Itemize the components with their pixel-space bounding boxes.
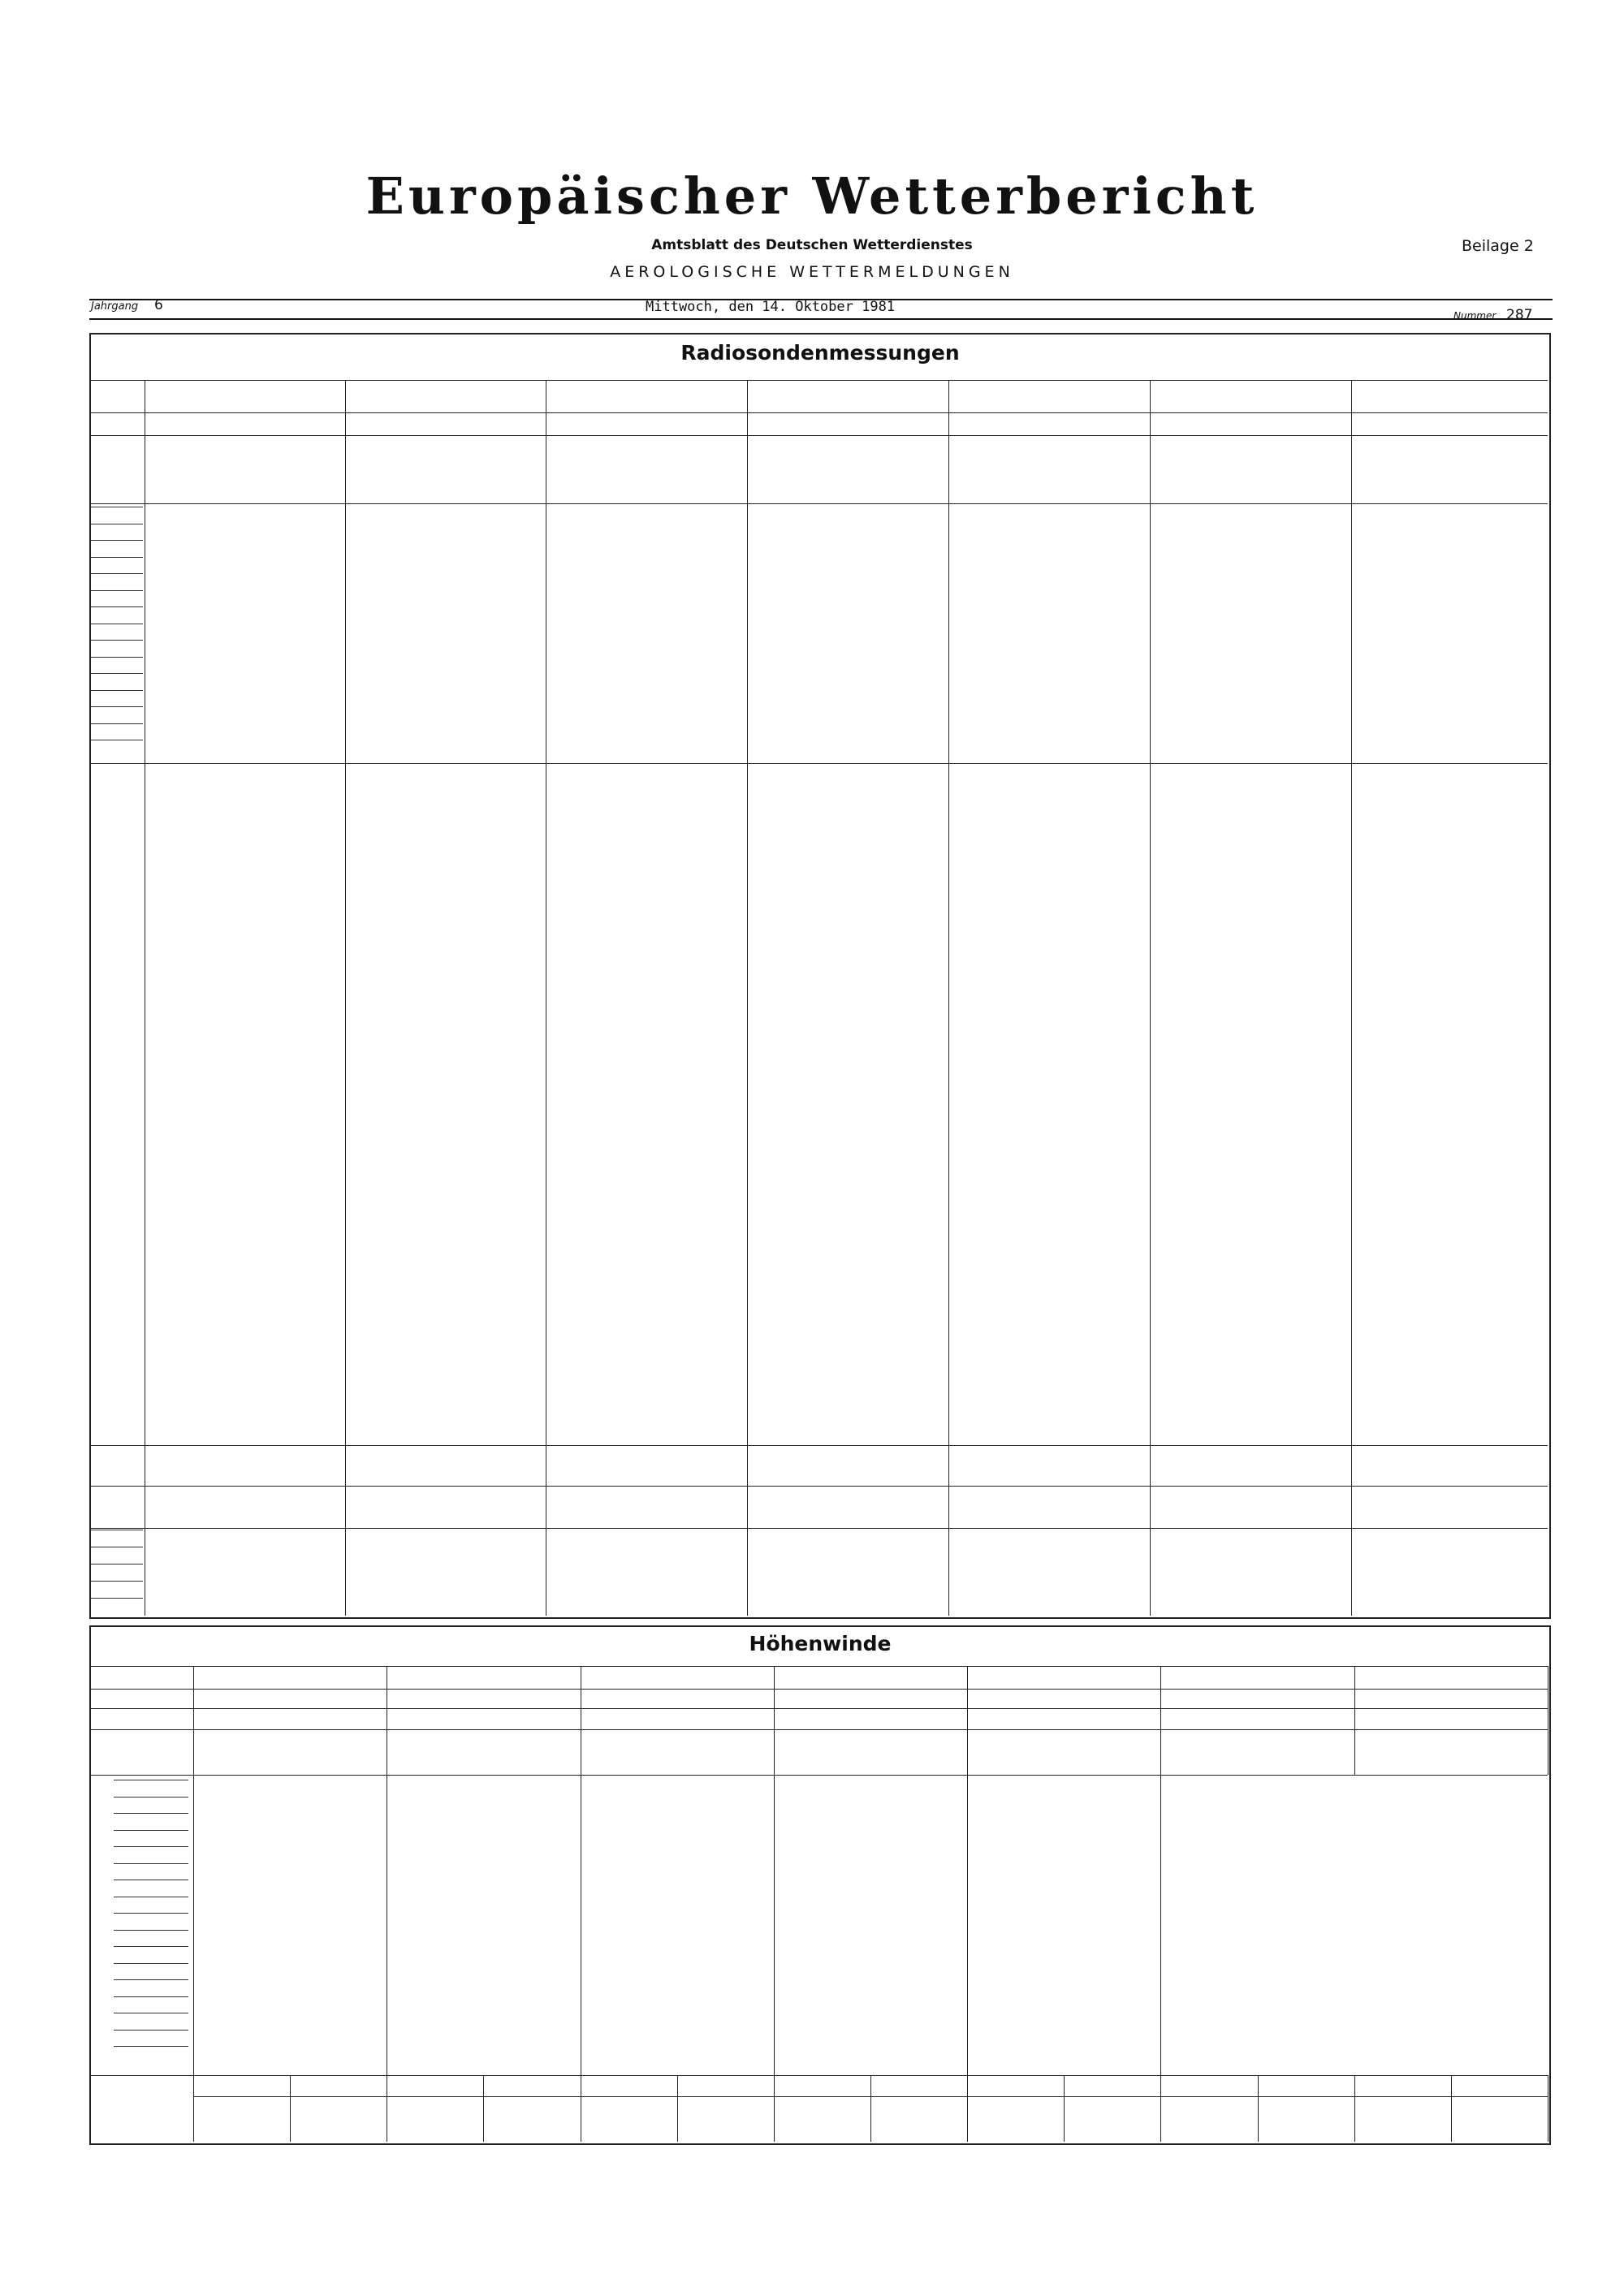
hoehenwinde-title: Höhenwinde — [749, 1632, 892, 1655]
pressure-level-label — [91, 690, 143, 691]
row-divider — [89, 1528, 1548, 1529]
pressure-level-label — [91, 706, 143, 707]
column-divider — [193, 2075, 194, 2142]
jahrgang-label: Jahrgang — [91, 300, 139, 313]
pressure-level-label — [91, 640, 143, 641]
column-divider — [1451, 2075, 1452, 2142]
height-level-label — [114, 2030, 188, 2031]
height-level-label — [114, 1863, 188, 1864]
pressure-level-label — [91, 606, 143, 607]
nummer-label: Nummer — [1453, 310, 1497, 322]
row-divider — [193, 2096, 1548, 2097]
row-divider — [89, 763, 1548, 764]
pressure-level-label — [91, 673, 143, 674]
column-divider — [747, 380, 748, 1616]
column-divider — [193, 1666, 194, 1775]
pressure-level-label — [91, 590, 143, 591]
height-level-label — [114, 1797, 188, 1798]
height-level-label — [114, 1930, 188, 1931]
column-divider — [345, 380, 346, 1616]
radiosonden-table — [89, 333, 1551, 1619]
height-level-label — [114, 1913, 188, 1914]
height-level-label — [114, 1963, 188, 1964]
column-divider — [1150, 380, 1151, 1616]
row-divider — [89, 1689, 1548, 1690]
height-level-label — [114, 1979, 188, 1980]
height-level-label — [114, 1830, 188, 1831]
row-divider — [89, 1666, 1548, 1667]
nummer-value: 287 — [1506, 307, 1533, 323]
issue-date: Mittwoch, den 14. Oktober 1981 — [646, 299, 896, 315]
column-divider — [967, 1666, 968, 1775]
hoehenwinde-table — [89, 1625, 1551, 2145]
column-divider — [193, 1775, 194, 2075]
radiosonden-title: Radiosondenmessungen — [680, 341, 960, 365]
row-divider — [89, 503, 1548, 504]
pressure-level-label — [91, 657, 143, 658]
height-level-label — [114, 1846, 188, 1847]
row-divider — [89, 1729, 1548, 1730]
height-level-label — [114, 1996, 188, 1997]
jahrgang-value: 6 — [154, 297, 163, 313]
column-divider — [1258, 2075, 1259, 2142]
column-divider — [774, 1775, 775, 2075]
beilage-label: Beilage 2 — [1462, 237, 1534, 255]
column-divider — [1351, 380, 1352, 1616]
pressure-level-label — [91, 723, 143, 724]
column-divider — [774, 2075, 775, 2142]
column-divider — [677, 2075, 678, 2142]
column-divider — [1354, 1666, 1355, 1775]
column-divider — [1160, 2075, 1161, 2142]
pressure-level-label — [91, 540, 143, 541]
thickness-level-label — [91, 1598, 143, 1599]
row-divider — [89, 1445, 1548, 1446]
row-divider — [89, 380, 1548, 381]
column-divider — [290, 2075, 291, 2142]
pressure-level-label — [91, 573, 143, 574]
column-divider — [483, 2075, 484, 2142]
subtitle: Amtsblatt des Deutschen Wetterdienstes — [651, 237, 973, 253]
column-divider — [967, 1775, 968, 2075]
column-divider — [1160, 1775, 1161, 2075]
column-divider — [774, 1666, 775, 1775]
height-level-label — [114, 2046, 188, 2047]
height-level-label — [114, 1813, 188, 1814]
section-title: AEROLOGISCHE WETTERMELDUNGEN — [610, 263, 1014, 281]
column-divider — [870, 2075, 871, 2142]
column-divider — [1064, 2075, 1065, 2142]
header-rule-bottom — [89, 318, 1553, 320]
pressure-level-label — [91, 557, 143, 558]
column-divider — [967, 2075, 968, 2142]
page-title: Europäischer Wetterbericht — [365, 166, 1259, 226]
thickness-level-label — [91, 1581, 143, 1582]
height-level-label — [114, 1946, 188, 1947]
row-divider — [89, 412, 1548, 413]
column-divider — [948, 380, 949, 1616]
row-divider — [89, 1708, 1548, 1709]
row-divider — [89, 435, 1548, 436]
row-divider — [89, 1775, 1548, 1776]
column-divider — [1354, 2075, 1355, 2142]
column-divider — [1160, 1666, 1161, 1775]
row-divider — [89, 1486, 1548, 1487]
row-divider — [89, 2075, 1548, 2076]
